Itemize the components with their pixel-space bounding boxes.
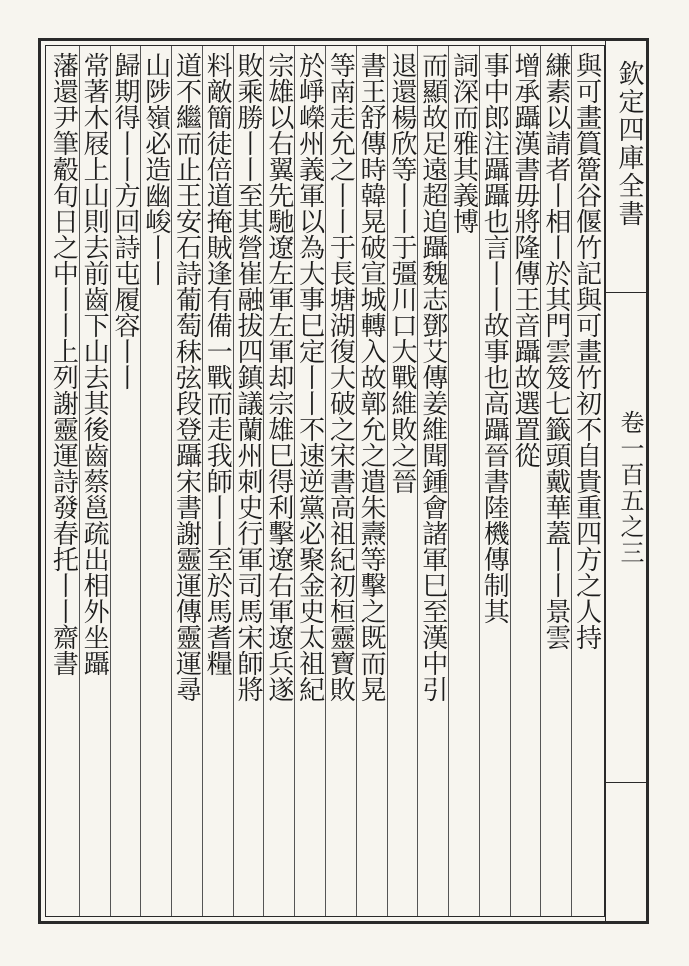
- text-column-14: 道不繼而止王安石詩葡萄秣弦段登躡宋書謝靈運傳靈運尋: [171, 52, 202, 702]
- column-rule: [540, 46, 541, 916]
- column-rule: [356, 46, 357, 916]
- text-column-2: 縑素以請者丨相丨於其門雲笈七籤頭戴華蓋丨丨景雲: [540, 52, 571, 650]
- column-rule: [571, 46, 572, 916]
- text-column-10: 於崢嶸州義軍以為大事巳定丨丨不速逆黨必聚金史太祖紀: [294, 52, 325, 702]
- text-column-7: 退還楊欣等丨丨于彊川口大戰維敗之晉: [386, 52, 417, 494]
- column-rule: [479, 46, 480, 916]
- text-column-1: 與可畫篔簹谷偃竹記與可畫竹初不自貴重四方之人持: [571, 52, 602, 650]
- text-column-13: 料敵簡徒倍道掩賊逢有備一戰而走我師丨丨至於馬耆糧: [202, 52, 233, 676]
- text-column-12: 敗乘勝丨丨至其營崔融拔四鎮議蘭州刺史行軍司馬宋師將: [233, 52, 264, 702]
- column-rule: [387, 46, 388, 916]
- volume-label: 卷一百五之三: [616, 410, 644, 566]
- text-column-11: 宗雄以右翼先馳遼左軍左軍却宗雄巳得利擊遼右軍遼兵遂: [263, 52, 294, 702]
- column-rule: [448, 46, 449, 916]
- column-rule: [417, 46, 418, 916]
- text-column-4: 事中郎注躡躡也言丨丨故事也高躡晉書陸機傳制其: [479, 52, 510, 624]
- text-column-6: 而顯故足遠超追躡魏志鄧艾傳姜維聞鍾會諸軍巳至漢中引: [417, 52, 448, 702]
- column-rule: [233, 46, 234, 916]
- column-rule: [202, 46, 203, 916]
- text-column-16: 歸期得丨丨方回詩屯履容丨丨: [109, 52, 140, 390]
- column-rule: [510, 46, 511, 916]
- column-rule: [110, 46, 111, 916]
- column-rule: [171, 46, 172, 916]
- column-rule: [140, 46, 141, 916]
- column-rule: [325, 46, 326, 916]
- text-column-15: 山陟嶺必造幽峻丨丨: [140, 52, 171, 286]
- text-column-9: 等南走允之丨丨于長塘湖復大破之宋書高祖紀初桓靈寶敗: [325, 52, 356, 702]
- book-title: 欽定四庫全書: [614, 60, 644, 228]
- column-rule: [294, 46, 295, 916]
- text-column-18: 藩還尹筆觳旬日之中丨丨上列謝靈運詩發春托丨丨齋書: [48, 52, 79, 676]
- fold-mark-lower: [605, 782, 649, 783]
- text-column-8: 書王舒傳時韓晃破宣城轉入故鄣允之遣朱燾等擊之既而晃: [356, 52, 387, 702]
- column-rule: [79, 46, 80, 916]
- fold-mark-upper: [605, 292, 649, 293]
- text-column-5: 詞深而雅其義博: [448, 52, 479, 234]
- text-column-3: 增承躡漢書毋將隆傳王音躡故選置從: [510, 52, 541, 468]
- column-rule: [263, 46, 264, 916]
- text-column-17: 常著木屐上山則去前齒下山去其後齒蔡邕疏出相外坐躡: [79, 52, 110, 676]
